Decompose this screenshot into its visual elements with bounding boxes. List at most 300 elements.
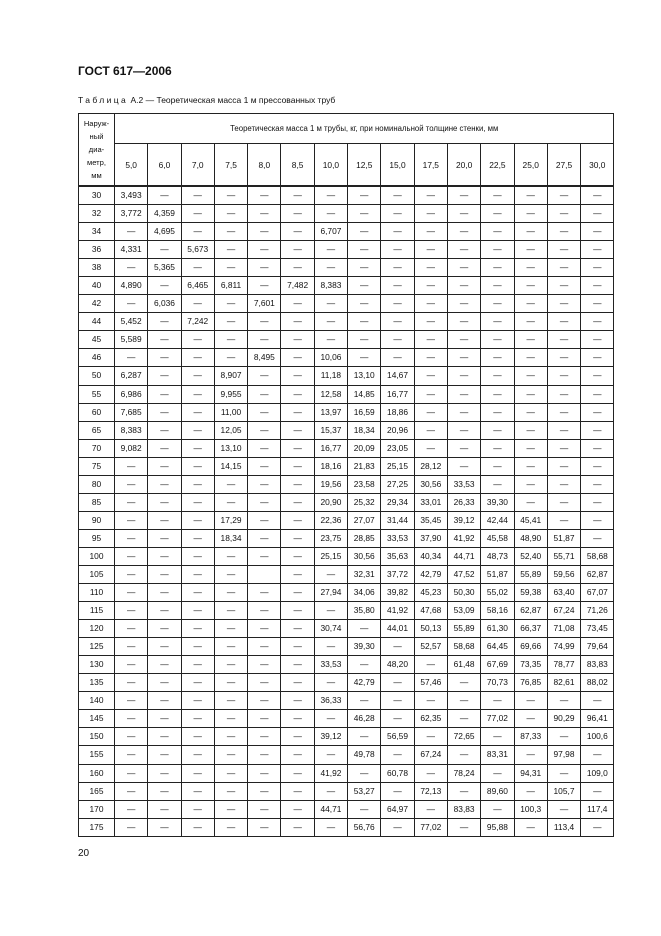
mass-cell: —	[148, 241, 181, 259]
diameter-cell: 100	[79, 547, 115, 565]
mass-cell: —	[547, 241, 580, 259]
mass-cell: —	[481, 764, 514, 782]
mass-cell: 14,67	[381, 367, 414, 385]
mass-cell: 48,90	[514, 529, 547, 547]
mass-cell: —	[447, 277, 480, 295]
mass-cell: —	[414, 223, 447, 241]
diameter-cell: 65	[79, 421, 115, 439]
mass-cell: 45,41	[514, 511, 547, 529]
mass-cell: —	[148, 493, 181, 511]
mass-cell: —	[314, 313, 347, 331]
diameter-header-line: ный	[89, 132, 104, 141]
mass-cell: —	[115, 800, 148, 818]
mass-cell: 117,4	[581, 800, 614, 818]
mass-cell: 50,30	[447, 584, 480, 602]
mass-cell: —	[115, 818, 148, 836]
mass-cell: 42,79	[348, 674, 381, 692]
mass-cell: 61,48	[447, 656, 480, 674]
mass-cell: 12,58	[314, 385, 347, 403]
mass-cell: —	[381, 692, 414, 710]
mass-cell: —	[115, 602, 148, 620]
mass-cell: —	[281, 439, 314, 457]
mass-cell: 83,31	[481, 746, 514, 764]
mass-cell: —	[348, 800, 381, 818]
mass-cell: 3,493	[115, 186, 148, 205]
mass-cell: —	[248, 638, 281, 656]
mass-cell: —	[514, 385, 547, 403]
mass-cell: 39,12	[314, 728, 347, 746]
mass-cell: —	[514, 313, 547, 331]
mass-cell: —	[281, 620, 314, 638]
diameter-header-line: мм	[91, 171, 102, 180]
mass-cell: —	[248, 403, 281, 421]
mass-cell: —	[281, 710, 314, 728]
mass-cell: 6,465	[181, 277, 214, 295]
mass-cell: —	[581, 782, 614, 800]
thickness-header: 20,0	[447, 144, 480, 187]
mass-cell: —	[581, 421, 614, 439]
mass-cell: —	[514, 205, 547, 223]
mass-cell: —	[381, 223, 414, 241]
mass-cell: —	[414, 295, 447, 313]
diameter-cell: 165	[79, 782, 115, 800]
mass-cell: —	[381, 277, 414, 295]
mass-cell: 95,88	[481, 818, 514, 836]
table-row	[79, 692, 614, 710]
mass-cell: —	[181, 710, 214, 728]
mass-cell: 12,05	[214, 421, 247, 439]
mass-cell: —	[381, 710, 414, 728]
mass-cell: —	[248, 313, 281, 331]
mass-cell: 61,30	[481, 620, 514, 638]
mass-cell: —	[214, 764, 247, 782]
mass-cell: 13,10	[214, 439, 247, 457]
diameter-cell: 50	[79, 367, 115, 385]
mass-cell: 58,68	[447, 638, 480, 656]
mass-cell: —	[447, 205, 480, 223]
mass-cell: —	[581, 439, 614, 457]
mass-cell: 16,59	[348, 403, 381, 421]
mass-cell: —	[148, 692, 181, 710]
mass-cell: —	[581, 511, 614, 529]
mass-cell: —	[148, 385, 181, 403]
mass-cell: 47,52	[447, 565, 480, 583]
mass-cell: 74,99	[547, 638, 580, 656]
mass-cell: 76,85	[514, 674, 547, 692]
mass-cell: 59,56	[547, 565, 580, 583]
mass-cell: 35,45	[414, 511, 447, 529]
table-row	[79, 403, 614, 421]
mass-cell: —	[547, 475, 580, 493]
thickness-header: 5,0	[115, 144, 148, 187]
mass-cell: 67,24	[414, 746, 447, 764]
mass-cell: —	[248, 656, 281, 674]
mass-cell: 4,695	[148, 223, 181, 241]
mass-cell: 66,37	[514, 620, 547, 638]
mass-cell: —	[214, 547, 247, 565]
mass-cell: 64,97	[381, 800, 414, 818]
mass-cell: 27,25	[381, 475, 414, 493]
table-row	[79, 349, 614, 367]
mass-cell: 21,83	[348, 457, 381, 475]
mass-cell: —	[348, 620, 381, 638]
diameter-cell: 155	[79, 746, 115, 764]
table-caption	[78, 95, 335, 105]
mass-cell: 47,68	[414, 602, 447, 620]
thickness-header-row	[79, 144, 614, 187]
mass-cell: 30,74	[314, 620, 347, 638]
mass-cell: 39,30	[348, 638, 381, 656]
mass-cell: —	[181, 620, 214, 638]
mass-cell: —	[514, 818, 547, 836]
mass-cell: 57,46	[414, 674, 447, 692]
mass-cell: 13,10	[348, 367, 381, 385]
thickness-header: 25,0	[514, 144, 547, 187]
mass-cell: 19,56	[314, 475, 347, 493]
mass-cell: —	[481, 385, 514, 403]
mass-cell: —	[281, 529, 314, 547]
diameter-header-line: метр,	[86, 158, 106, 167]
diameter-cell: 60	[79, 403, 115, 421]
mass-cell: —	[115, 728, 148, 746]
mass-cell: 18,16	[314, 457, 347, 475]
mass-cell: —	[381, 241, 414, 259]
mass-cell: 96,41	[581, 710, 614, 728]
mass-cell: —	[314, 565, 347, 583]
table-row	[79, 277, 614, 295]
mass-cell: —	[581, 313, 614, 331]
mass-cell: —	[581, 746, 614, 764]
mass-cell: —	[115, 259, 148, 277]
mass-cell: —	[281, 638, 314, 656]
mass-cell: —	[514, 746, 547, 764]
mass-cell: —	[514, 349, 547, 367]
mass-cell: —	[314, 710, 347, 728]
mass-cell: —	[181, 385, 214, 403]
thickness-header: 6,0	[148, 144, 181, 187]
diameter-cell: 130	[79, 656, 115, 674]
mass-cell: —	[481, 259, 514, 277]
table-row	[79, 800, 614, 818]
mass-cell: 89,60	[481, 782, 514, 800]
mass-cell: —	[514, 367, 547, 385]
mass-cell: 8,907	[214, 367, 247, 385]
mass-cell: —	[148, 439, 181, 457]
mass-cell: —	[181, 259, 214, 277]
mass-cell: —	[414, 241, 447, 259]
mass-cell: —	[248, 511, 281, 529]
mass-cell: —	[148, 800, 181, 818]
mass-cell: 37,90	[414, 529, 447, 547]
mass-cell: 25,32	[348, 493, 381, 511]
mass-cell: 77,02	[481, 710, 514, 728]
mass-cell: 10,06	[314, 349, 347, 367]
diameter-cell: 125	[79, 638, 115, 656]
mass-cell: —	[381, 674, 414, 692]
table-row	[79, 728, 614, 746]
mass-cell: —	[581, 277, 614, 295]
mass-cell: —	[381, 638, 414, 656]
mass-cell: —	[281, 818, 314, 836]
mass-cell: —	[547, 349, 580, 367]
mass-cell: —	[314, 331, 347, 349]
mass-cell: —	[381, 331, 414, 349]
mass-cell: 14,85	[348, 385, 381, 403]
mass-cell: 6,986	[115, 385, 148, 403]
mass-cell: —	[581, 457, 614, 475]
mass-cell: 7,482	[281, 277, 314, 295]
mass-cell: —	[148, 421, 181, 439]
mass-cell: —	[214, 656, 247, 674]
mass-cell: —	[248, 692, 281, 710]
mass-cell: 55,02	[481, 584, 514, 602]
mass-cell: —	[214, 746, 247, 764]
mass-cell: 35,63	[381, 547, 414, 565]
mass-cell: —	[447, 241, 480, 259]
mass-cell: —	[148, 547, 181, 565]
mass-cell: 78,24	[447, 764, 480, 782]
mass-cell: —	[514, 421, 547, 439]
mass-cell: 63,40	[547, 584, 580, 602]
mass-cell: —	[214, 602, 247, 620]
mass-cell: 25,15	[314, 547, 347, 565]
mass-cell: —	[181, 205, 214, 223]
mass-cell: —	[348, 349, 381, 367]
mass-cell: 42,79	[414, 565, 447, 583]
mass-cell: —	[414, 367, 447, 385]
mass-cell: —	[581, 475, 614, 493]
mass-cell: —	[348, 223, 381, 241]
mass-cell: —	[314, 259, 347, 277]
mass-cell: —	[115, 674, 148, 692]
mass-cell: —	[514, 692, 547, 710]
mass-cell: —	[547, 186, 580, 205]
mass-cell: —	[514, 457, 547, 475]
mass-cell: —	[214, 782, 247, 800]
diameter-cell: 36	[79, 241, 115, 259]
mass-cell: —	[281, 565, 314, 583]
mass-cell: —	[214, 186, 247, 205]
mass-cell: —	[514, 782, 547, 800]
mass-cell: 18,34	[214, 529, 247, 547]
mass-cell: 51,87	[547, 529, 580, 547]
mass-cell: —	[248, 728, 281, 746]
mass-cell: —	[414, 439, 447, 457]
mass-cell: —	[481, 728, 514, 746]
mass-cell: —	[547, 493, 580, 511]
mass-cell: 28,12	[414, 457, 447, 475]
mass-cell: —	[248, 674, 281, 692]
mass-cell: 8,383	[115, 421, 148, 439]
table-row	[79, 205, 614, 223]
mass-cell: 77,02	[414, 818, 447, 836]
mass-cell: —	[481, 186, 514, 205]
mass-cell: 27,94	[314, 584, 347, 602]
mass-cell: —	[148, 367, 181, 385]
mass-cell: 39,30	[481, 493, 514, 511]
table-row	[79, 620, 614, 638]
mass-cell: 33,53	[381, 529, 414, 547]
mass-cell: 94,31	[514, 764, 547, 782]
mass-cell: —	[581, 385, 614, 403]
mass-cell: —	[547, 421, 580, 439]
mass-cell: 67,07	[581, 584, 614, 602]
mass-cell: —	[115, 565, 148, 583]
mass-cell: —	[281, 800, 314, 818]
mass-cell: —	[281, 331, 314, 349]
table-row	[79, 493, 614, 511]
mass-cell: —	[148, 656, 181, 674]
diameter-cell: 46	[79, 349, 115, 367]
mass-cell: 88,02	[581, 674, 614, 692]
mass-cell: 62,87	[514, 602, 547, 620]
mass-cell: —	[314, 602, 347, 620]
mass-cell: —	[248, 620, 281, 638]
mass-cell: —	[381, 349, 414, 367]
mass-cell: 17,29	[214, 511, 247, 529]
mass-cell: —	[447, 349, 480, 367]
mass-cell: —	[148, 403, 181, 421]
mass-cell: —	[414, 800, 447, 818]
mass-cell: 44,71	[314, 800, 347, 818]
table-row	[79, 529, 614, 547]
mass-cell: —	[547, 800, 580, 818]
mass-cell: —	[214, 349, 247, 367]
mass-cell: —	[181, 692, 214, 710]
mass-cell: 105,7	[547, 782, 580, 800]
mass-cell: —	[581, 259, 614, 277]
mass-cell: —	[481, 241, 514, 259]
mass-cell: 35,80	[348, 602, 381, 620]
mass-cell: —	[148, 331, 181, 349]
mass-cell: 53,27	[348, 782, 381, 800]
mass-cell: —	[547, 764, 580, 782]
mass-cell: —	[181, 728, 214, 746]
mass-cell: —	[148, 511, 181, 529]
mass-cell: —	[248, 205, 281, 223]
mass-cell: —	[447, 674, 480, 692]
mass-cell: —	[381, 313, 414, 331]
mass-cell: —	[481, 457, 514, 475]
mass-cell: —	[581, 205, 614, 223]
mass-cell: —	[447, 746, 480, 764]
table-row	[79, 223, 614, 241]
mass-cell: —	[148, 674, 181, 692]
mass-cell: —	[181, 584, 214, 602]
mass-cell: —	[214, 565, 247, 583]
mass-cell: —	[281, 674, 314, 692]
mass-cell: —	[214, 313, 247, 331]
mass-cell: —	[148, 638, 181, 656]
mass-cell: —	[214, 241, 247, 259]
mass-cell: —	[514, 710, 547, 728]
mass-cell: —	[547, 439, 580, 457]
mass-cell: —	[414, 692, 447, 710]
mass-cell: —	[115, 692, 148, 710]
mass-cell: —	[148, 277, 181, 295]
mass-cell: —	[281, 457, 314, 475]
diameter-cell: 135	[79, 674, 115, 692]
mass-cell: 33,01	[414, 493, 447, 511]
mass-cell: —	[248, 241, 281, 259]
mass-cell: —	[381, 205, 414, 223]
mass-cell: 83,83	[447, 800, 480, 818]
mass-cell: —	[214, 295, 247, 313]
mass-cell: —	[481, 349, 514, 367]
mass-cell: —	[481, 277, 514, 295]
mass-cell: 6,707	[314, 223, 347, 241]
mass-cell: —	[481, 439, 514, 457]
mass-cell: —	[281, 728, 314, 746]
mass-cell: —	[281, 547, 314, 565]
mass-cell: 29,34	[381, 493, 414, 511]
mass-cell: —	[148, 746, 181, 764]
mass-cell: —	[414, 421, 447, 439]
mass-cell: 52,57	[414, 638, 447, 656]
table-row	[79, 457, 614, 475]
table-row	[79, 385, 614, 403]
mass-cell: 72,13	[414, 782, 447, 800]
mass-cell: 4,890	[115, 277, 148, 295]
mass-cell: —	[115, 584, 148, 602]
diameter-cell: 40	[79, 277, 115, 295]
mass-cell: 4,359	[148, 205, 181, 223]
mass-cell: 51,87	[481, 565, 514, 583]
mass-cell: —	[281, 295, 314, 313]
mass-cell: —	[348, 241, 381, 259]
mass-cell: 18,34	[348, 421, 381, 439]
mass-cell: 37,72	[381, 565, 414, 583]
diameter-cell: 105	[79, 565, 115, 583]
mass-cell: —	[581, 403, 614, 421]
mass-cell: 11,18	[314, 367, 347, 385]
mass-cell: —	[214, 205, 247, 223]
diameter-cell: 120	[79, 620, 115, 638]
mass-cell: —	[348, 764, 381, 782]
page-number: 20	[78, 848, 90, 859]
mass-cell: —	[481, 403, 514, 421]
mass-cell: —	[547, 367, 580, 385]
mass-cell: —	[314, 674, 347, 692]
diameter-cell: 150	[79, 728, 115, 746]
mass-cell: —	[281, 421, 314, 439]
mass-cell: —	[281, 746, 314, 764]
mass-cell: —	[348, 205, 381, 223]
mass-cell: —	[248, 547, 281, 565]
mass-cell: —	[348, 259, 381, 277]
mass-cell: —	[581, 186, 614, 205]
mass-cell: —	[181, 746, 214, 764]
mass-cell: —	[214, 259, 247, 277]
mass-cell: —	[248, 277, 281, 295]
mass-cell: 71,26	[581, 602, 614, 620]
mass-cell: —	[214, 692, 247, 710]
mass-cell: 23,58	[348, 475, 381, 493]
mass-cell: —	[514, 259, 547, 277]
mass-cell: —	[414, 349, 447, 367]
mass-cell: 33,53	[314, 656, 347, 674]
mass-cell: —	[348, 186, 381, 205]
mass-cell: —	[414, 403, 447, 421]
mass-cell: 41,92	[381, 602, 414, 620]
mass-cell: —	[248, 385, 281, 403]
mass-cell: —	[214, 331, 247, 349]
mass-cell: —	[248, 584, 281, 602]
mass-cell: —	[547, 457, 580, 475]
table-row	[79, 313, 614, 331]
mass-cell: —	[181, 764, 214, 782]
mass-cell: 109,0	[581, 764, 614, 782]
